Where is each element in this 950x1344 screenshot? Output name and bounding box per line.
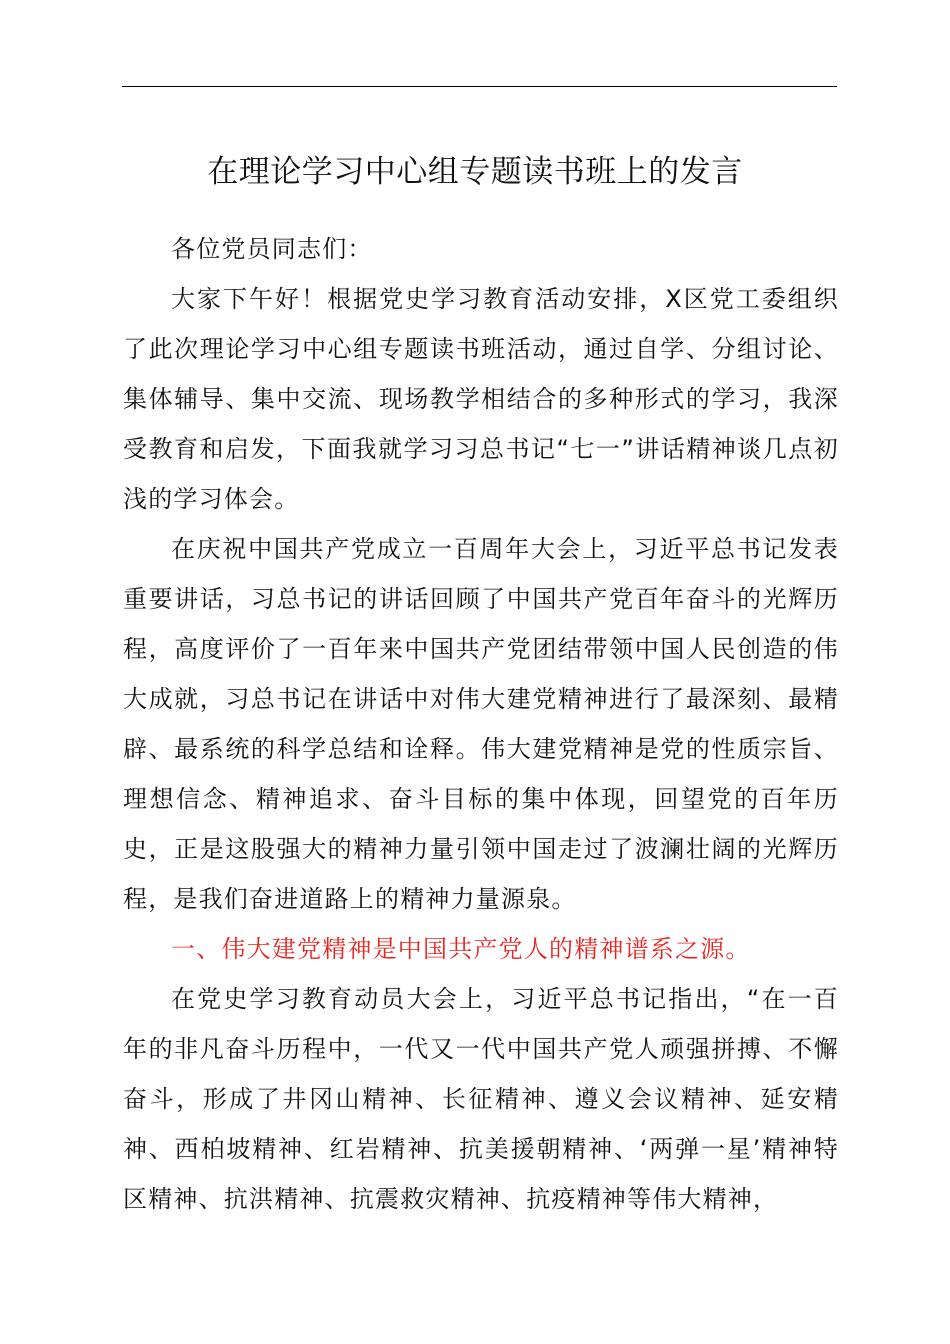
header-rule bbox=[122, 86, 837, 87]
salutation: 各位党员同志们： bbox=[171, 235, 373, 263]
document-title: 在理论学习中心组专题读书班上的发言 bbox=[207, 154, 743, 190]
document-body bbox=[123, 224, 839, 1224]
paragraph-section-one: 在党史学习教育动员大会上，习近平总书记指出，“在一百年的非凡奋斗历程中，一代又一代中国共产党人顽强拼搏、不懈奋斗，形成了井冈山精神、长征精神、遵义会议精神、延安精神、西柏坡精神、红岩精神、抗美援朝精神、‘两弹一星’精神特区精神、抗洪精神、抗震救灾精神、抗疫精神等伟大精神， bbox=[123, 985, 839, 1213]
paragraph-intro: 大家下午好！根据党史学习教育活动安排，X区党工委组织了此次理论学习中心组专题读书班活动，通过自学、分组讨论、集体辅导、集中交流、现场教学相结合的多种形式的学习，我深受教育和启发，下面我就学习习总书记“七一”讲话精神谈几点初浅的学习体会。 bbox=[123, 285, 839, 513]
section-heading: 一、伟大建党精神是中国共产党人的精神谱系之源。 bbox=[171, 935, 751, 963]
paragraph-speech-summary: 在庆祝中国共产党成立一百周年大会上，习近平总书记发表重要讲话，习总书记的讲话回顾了中国共产党百年奋斗的光辉历程，高度评价了一百年来中国共产党团结带领中国人民创造的伟大成就，习总书记在讲话中对伟大建党精神进行了最深刻、最精辟、最系统的科学总结和诠释。伟大建党精神是党的性质宗旨、理想信念、精神追求、奋斗目标的集中体现，回望党的百年历史，正是这股强大的精神力量引领中国走过了波澜壮阔的光辉历程，是我们奋进道路上的精神力量源泉。 bbox=[123, 535, 839, 913]
